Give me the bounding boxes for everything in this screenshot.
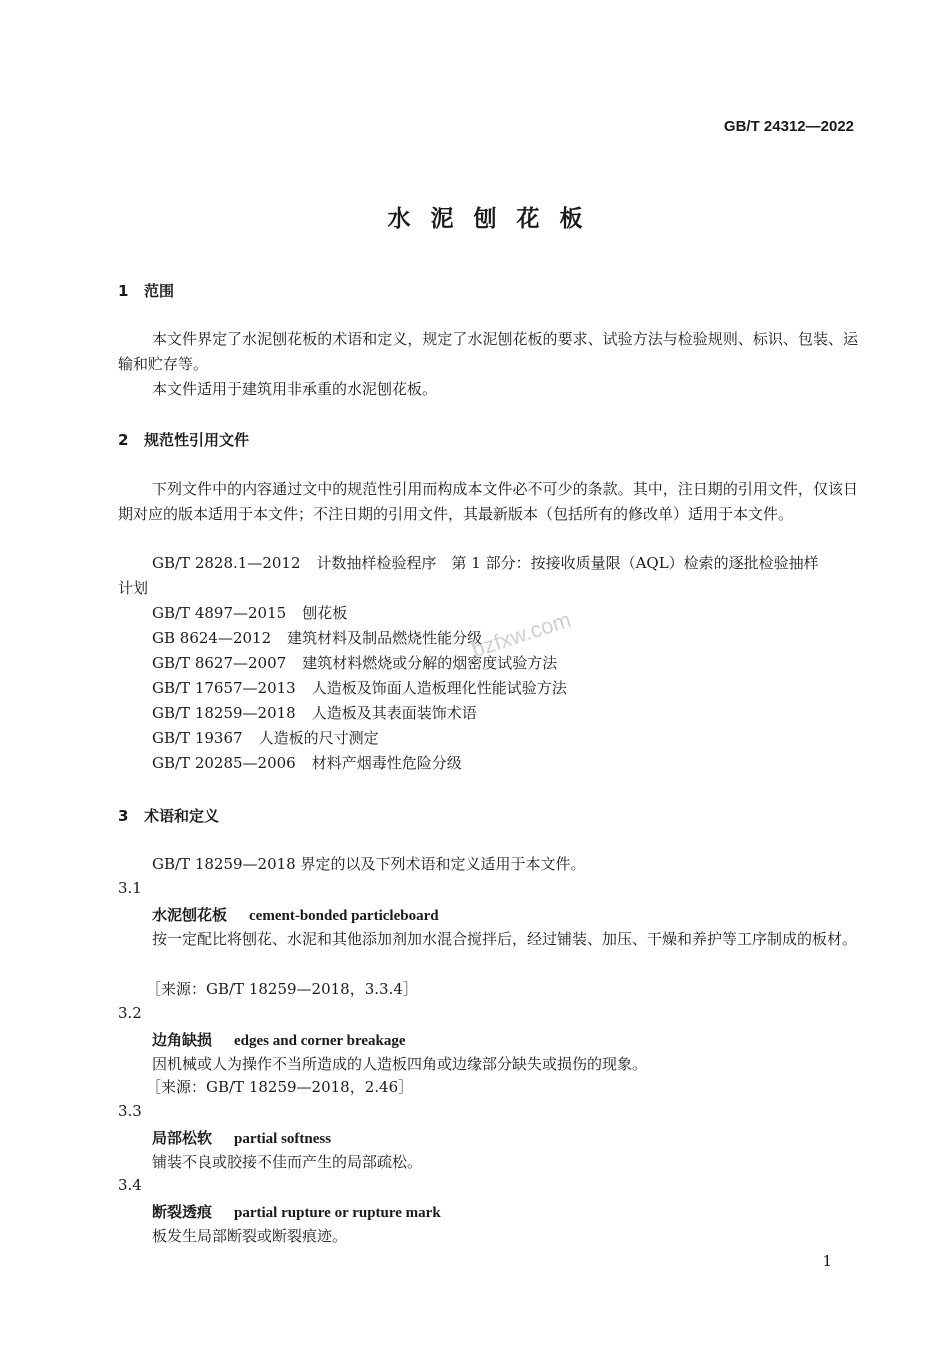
reference-code: GB/T 18259—2018 [152, 704, 296, 722]
term-number: 3.3 [118, 1102, 142, 1120]
term-name [152, 904, 439, 925]
reference-title: 人造板的尺寸测定 [258, 729, 379, 747]
watermark: bzfxw.com [468, 606, 574, 663]
section-2-heading [118, 429, 249, 450]
reference-item [152, 726, 379, 751]
reference-title: 人造板及其表面装饰术语 [311, 704, 477, 722]
term-number: 3.2 [118, 1004, 142, 1022]
reference-item [152, 751, 462, 776]
term-name-en: cement-bonded particleboard [249, 908, 439, 924]
reference-code: GB 8624—2012 [152, 629, 272, 647]
reference-code: GB/T 17657—2013 [152, 679, 296, 697]
section-3-intro: GB/T 18259—2018 界定的以及下列术语和定义适用于本文件。 [152, 855, 586, 873]
reference-code: GB/T 8627—2007 [152, 654, 287, 672]
section-title: 范围 [144, 282, 175, 300]
section-number: 1 [118, 282, 129, 300]
standard-code: GB/T 24312—2022 [723, 118, 854, 135]
term-name-en: partial softness [234, 1131, 332, 1147]
section-number: 2 [118, 431, 129, 449]
term-name-cn: 局部松软 [152, 1129, 213, 1147]
term-definition: 因机械或人为操作不当所造成的人造板四角或边缘部分缺失或损伤的现象。 [152, 1055, 648, 1073]
reference-title: 建筑材料燃烧或分解的烟密度试验方法 [302, 654, 558, 672]
reference-item [152, 626, 482, 651]
term-definition: 按一定配比将刨花、水泥和其他添加剂加水混合搅拌后，经过铺装、加压、干燥和养护等工序制成的板材。 [152, 930, 858, 948]
term-name [152, 1201, 441, 1222]
reference-item [152, 551, 819, 576]
reference-continuation: 计划 [118, 579, 149, 597]
page-number: 1 [822, 1252, 832, 1270]
reference-item [152, 701, 477, 726]
section-number: 3 [118, 807, 129, 825]
term-name [152, 1029, 406, 1050]
section-title: 规范性引用文件 [144, 431, 250, 449]
section-1-paragraph-1: 本文件界定了水泥刨花板的术语和定义，规定了水泥刨花板的要求、试验方法与检验规则、标识、包装、运输和贮存等。 [118, 330, 858, 373]
term-definition: 铺装不良或胶接不佳而产生的局部疏松。 [152, 1153, 423, 1171]
term-source: ［来源：GB/T 18259—2018，2.46］ [146, 1078, 414, 1096]
reference-title: 建筑材料及制品燃烧性能分级 [287, 629, 483, 647]
reference-code: GB/T 19367 [152, 729, 243, 747]
reference-title: 材料产烟毒性危险分级 [311, 754, 462, 772]
section-2-intro: 下列文件中的内容通过文中的规范性引用而构成本文件必不可少的条款。其中，注日期的引用文件，仅该日期对应的版本适用于本文件；不注日期的引用文件，其最新版本（包括所有的修改单）适用于本文件。 [118, 480, 858, 523]
term-name [152, 1127, 331, 1148]
section-1-paragraph-2: 本文件适用于建筑用非承重的水泥刨花板。 [152, 380, 438, 398]
term-name-en: partial rupture or rupture mark [234, 1205, 441, 1221]
term-name-en: edges and corner breakage [234, 1033, 406, 1049]
reference-item [152, 676, 567, 701]
section-1-heading [118, 280, 174, 301]
reference-title: 人造板及饰面人造板理化性能试验方法 [311, 679, 567, 697]
term-number: 3.4 [118, 1176, 142, 1194]
reference-title: 计数抽样检验程序 第 1 部分：按接收质量限（AQL）检索的逐批检验抽样 [316, 554, 819, 572]
reference-title: 刨花板 [302, 604, 348, 622]
document-title: 水泥刨花板 [387, 206, 603, 232]
reference-item [152, 601, 347, 626]
reference-code: GB/T 2828.1—2012 [152, 554, 301, 572]
section-3-heading [118, 805, 219, 826]
term-source: ［来源：GB/T 18259—2018，3.3.4］ [146, 980, 418, 998]
term-name-cn: 边角缺损 [152, 1031, 213, 1049]
reference-code: GB/T 4897—2015 [152, 604, 287, 622]
reference-code: GB/T 20285—2006 [152, 754, 296, 772]
term-number: 3.1 [118, 879, 142, 897]
section-title: 术语和定义 [144, 807, 220, 825]
term-name-cn: 水泥刨花板 [152, 906, 228, 924]
term-definition: 板发生局部断裂或断裂痕迹。 [152, 1227, 348, 1245]
term-name-cn: 断裂透痕 [152, 1203, 213, 1221]
